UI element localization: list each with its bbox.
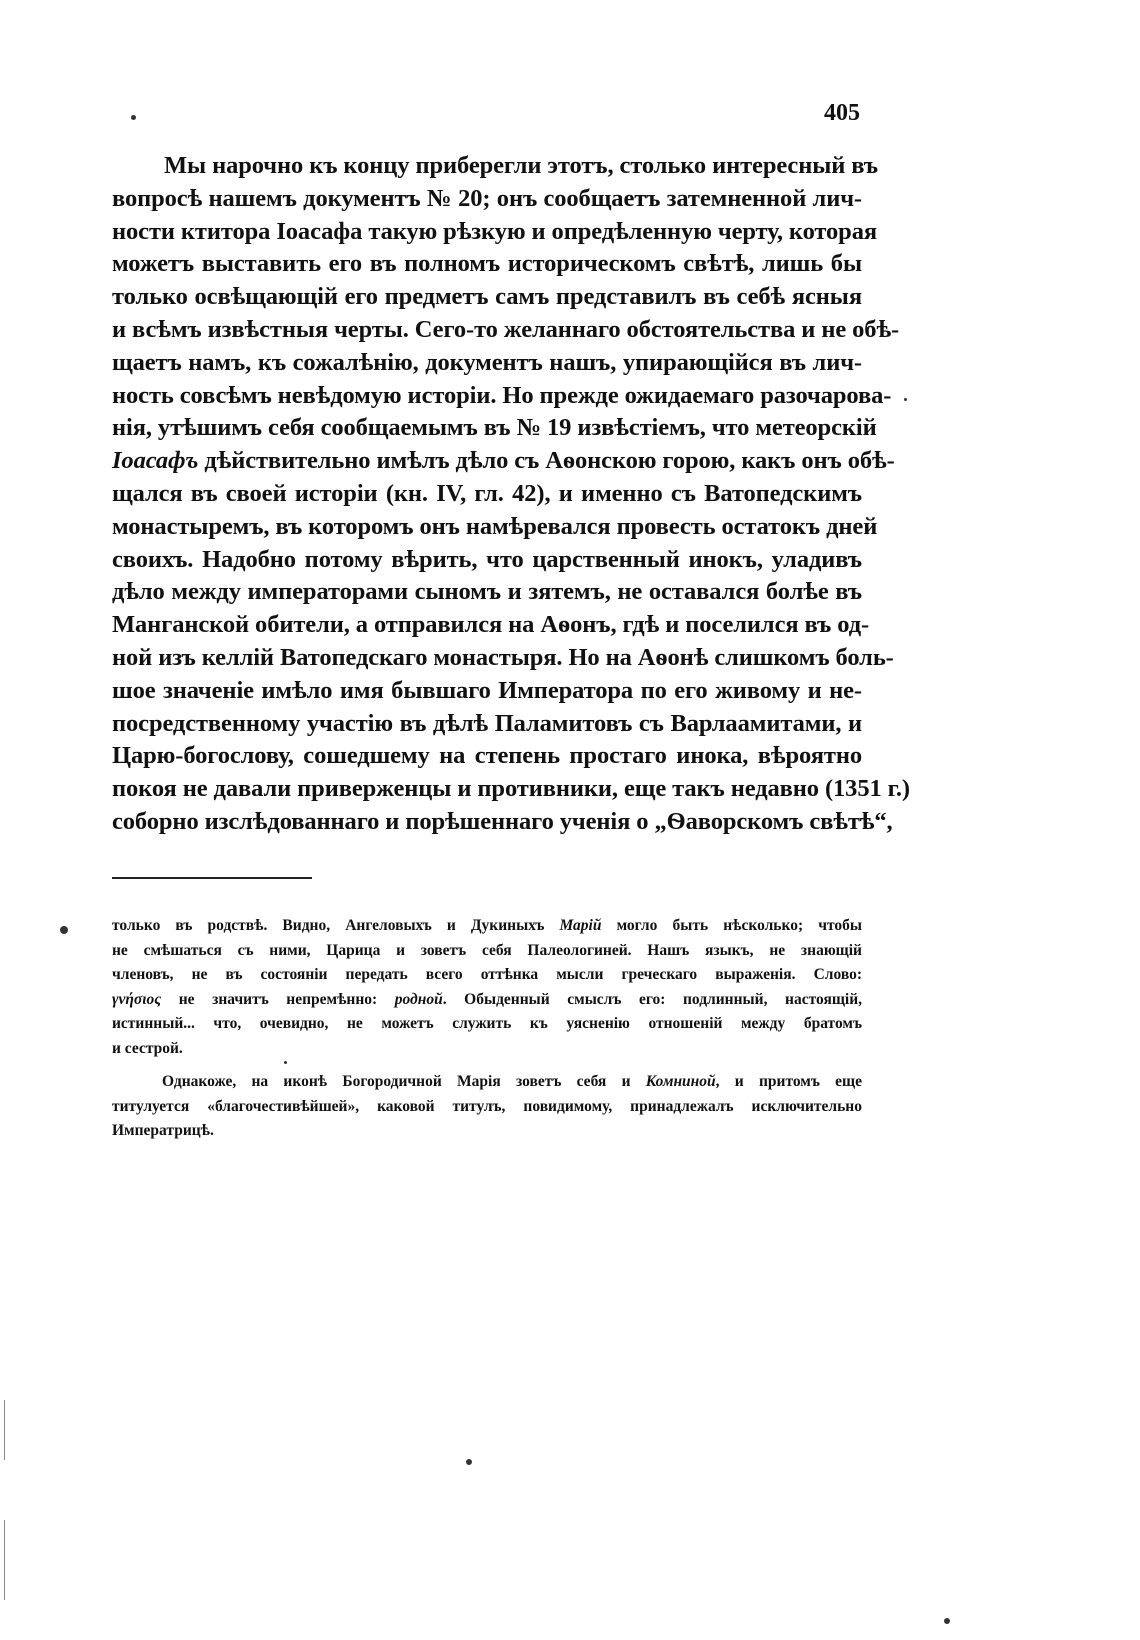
main-line-10 xyxy=(112,445,895,478)
footnote-1-line-6: и сестрой. xyxy=(112,1039,183,1057)
footnote-1-line-2: не смѣшаться съ ними, Царица и зоветъ себя Палеологиней. Нашъ языкъ, не знающій xyxy=(112,941,862,959)
footnote-2-line-2: титулуется «благочестивѣйшей», каковой титулъ, повидимому, принадлежалъ исключительно xyxy=(112,1097,862,1115)
footnote-1 xyxy=(112,914,862,1062)
scan-speck xyxy=(466,1459,472,1465)
main-line-16: ной изъ келлій Ватопедскаго монастыря. Но на Аѳонѣ слишкомъ боль- xyxy=(112,643,894,671)
main-line-19: Царю-богослову, сошедшему на степень простаго инока, вѣроятно xyxy=(112,742,862,770)
main-line-10-text: дѣйствительно имѣлъ дѣло съ Аѳонскою горою, какъ онъ обѣ- xyxy=(204,447,895,475)
footnote-1-line-5: истинный... что, очевидно, не можетъ служить къ уясненію отношеній между братомъ xyxy=(112,1015,862,1033)
footnote-1-line-3: членовъ, не въ состояніи передать всего оттѣнка мысли греческаго выраженія. Слово: xyxy=(112,966,862,984)
main-line-2: вопросѣ нашемъ документъ № 20; онъ сообщаетъ затемненной лич- xyxy=(112,184,862,212)
main-line-4: можетъ выставить его въ полномъ историческомъ свѣтѣ, лишь бы xyxy=(112,250,862,278)
main-line-9: нія, утѣшимъ себя сообщаемымъ въ № 19 извѣстіемъ, что метеорскій xyxy=(112,414,877,442)
main-line-21: соборно изслѣдованнаго и порѣшеннаго ученія о „Ѳаворскомъ свѣтѣ“, xyxy=(112,807,893,835)
main-line-5: только освѣщающій его предметъ самъ представилъ въ себѣ ясныя xyxy=(112,283,862,311)
footnote-2 xyxy=(112,1070,862,1144)
main-line-17: шое значеніе имѣло имя бывшаго Императора по его живому и не- xyxy=(112,676,862,704)
greek-word: γνήσιος xyxy=(112,990,162,1008)
scan-speck xyxy=(904,398,907,401)
italic-rodnoi: родной xyxy=(394,990,443,1008)
main-line-8: ность совсѣмъ невѣдомую исторіи. Но прежде ожидаемаго разочарова- xyxy=(112,381,892,409)
footnote-1-line-1 xyxy=(112,914,862,939)
main-line-13: своихъ. Надобно потому вѣрить, что царственный инокъ, уладивъ xyxy=(112,545,862,573)
footnote-1-line-1-tail: могло быть нѣсколько; чтобы xyxy=(616,917,862,934)
main-line-3: ности ктитора Іоасафа такую рѣзкую и опредѣленную черту, которая xyxy=(112,217,878,245)
italic-name-ioasaf: Іоасафъ xyxy=(112,447,199,475)
main-line-18: посредственному участію въ дѣлѣ Паламитовъ съ Варлаамитами, и xyxy=(112,709,862,737)
footnote-separator-rule xyxy=(112,877,312,879)
scan-speck xyxy=(944,1618,950,1624)
main-line-14: дѣло между императорами сыномъ и зятемъ, не оставался болѣе въ xyxy=(112,578,862,606)
italic-komninoi: Комниной xyxy=(645,1073,716,1090)
main-line-6: и всѣмъ извѣстныя черты. Сего-то желаннаго обстоятельства и не обѣ- xyxy=(112,315,900,343)
footnote-2-line-1-b: , и притомъ еще xyxy=(715,1073,862,1090)
main-line-12: монастыремъ, въ которомъ онъ намѣревался провесть остатокъ дней xyxy=(112,512,878,540)
footnote-1-line-1-head: только въ родствѣ. Видно, Ангеловыхъ и Дукиныхъ xyxy=(112,917,545,934)
footnote-2-line-1 xyxy=(112,1070,862,1095)
footnote-2-line-1-a: Однакоже, на иконѣ Богородичной Марія зоветъ себя и xyxy=(162,1073,631,1090)
italic-marii: Марій xyxy=(559,917,602,934)
scan-speck xyxy=(284,1061,287,1064)
scan-speck xyxy=(60,926,68,934)
main-line-20: покоя не давали приверженцы и противники, еще такъ недавно (1351 г.) xyxy=(112,775,910,803)
footnote-1-line-4-head: не значитъ непремѣнно: xyxy=(178,990,378,1008)
scan-speck xyxy=(131,115,136,120)
page-number: 405 xyxy=(824,100,860,126)
main-line-11: щался въ своей исторіи (кн. IV, гл. 42), и именно съ Ватопедскимъ xyxy=(112,479,862,507)
footnote-1-line-4 xyxy=(112,988,862,1013)
main-line-1: Мы нарочно къ концу приберегли этотъ, столько интересный въ xyxy=(164,152,878,179)
main-text-body xyxy=(112,150,910,839)
footnote-2-line-3: Императрицѣ. xyxy=(112,1122,214,1140)
main-line-7: щаетъ намъ, къ сожалѣнію, документъ нашъ, упирающійся въ лич- xyxy=(112,348,862,376)
scan-edge-mark xyxy=(4,1520,5,1600)
main-line-15: Манганской обители, а отправился на Аѳонъ, гдѣ и поселился въ од- xyxy=(112,611,870,639)
scan-edge-mark xyxy=(4,1400,5,1460)
footnote-1-line-4-tail: . Обыденный смыслъ его: подлинный, настоящій, xyxy=(442,990,863,1008)
